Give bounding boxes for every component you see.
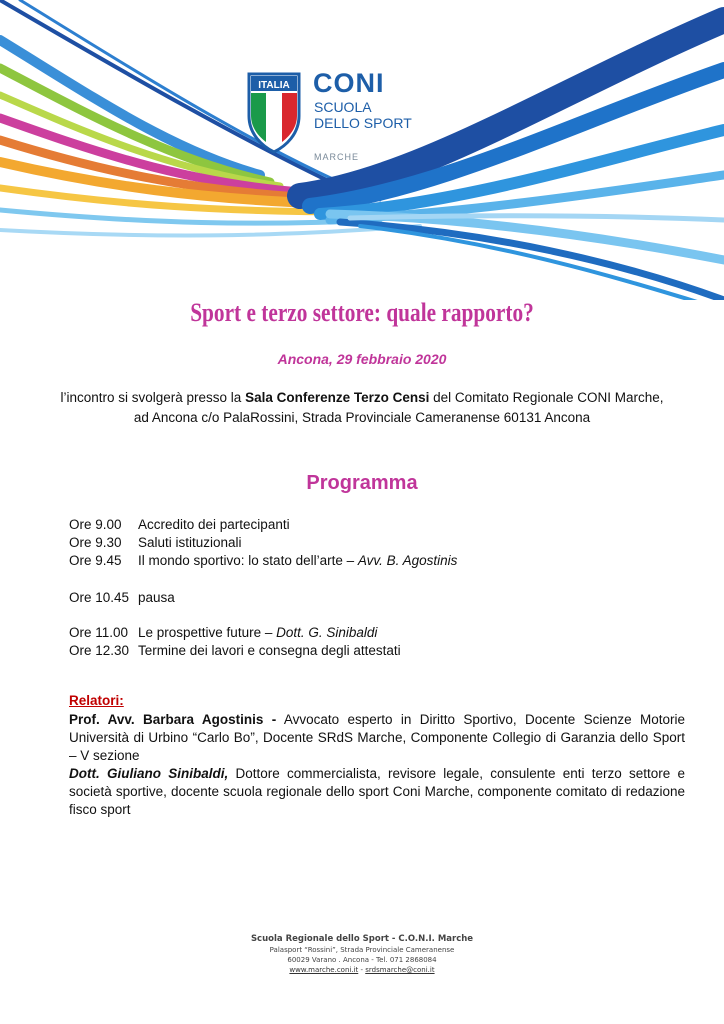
speaker-description: Dottore commercialista, revisore legale, consulente enti terzo settore e società sportive, docente scuola regionale dello sport Coni Marche, componente comitato di redazione fisco sport: [69, 766, 686, 817]
brand-subtitle-line-2: DELLO SPORT: [314, 115, 412, 131]
speaker-bio: [69, 765, 685, 819]
footer-email-link[interactable]: srdsmarche@coni.it: [365, 966, 435, 974]
schedule-time: Ore 11.00: [69, 625, 129, 640]
schedule-item: [69, 534, 242, 552]
footer-contacts: [200, 965, 524, 975]
footer-org: Scuola Regionale dello Sport - C.O.N.I. Marche: [250, 934, 474, 944]
intro-line-2: ad Ancona c/o PalaRossini, Strada Provinciale Cameranense 60131 Ancona: [133, 410, 591, 425]
swoosh-band: [360, 226, 724, 300]
schedule-time: Ore 10.45: [69, 590, 130, 605]
swoosh-band: [330, 214, 724, 260]
speaker-description: Avvocato esperto in Diritto Sportivo, Docente Scienze Motorie Università di Urbino “Carlo Bo”, Docente SRdS Marche, Componente Collegio di Garanzia dello Sport – V sezione: [69, 712, 685, 763]
footer-separator: -: [358, 966, 366, 974]
event-intro: [40, 388, 684, 428]
event-date: Ancona, 29 febbraio 2020: [277, 351, 447, 367]
speaker-bio: [69, 711, 685, 765]
schedule-item: [69, 589, 175, 607]
schedule-time: Ore 9.30: [69, 535, 122, 550]
schedule-text: Le prospettive future –: [138, 625, 277, 640]
footer-phone: 60029 Varano . Ancona - Tel. 071 2868084: [287, 956, 437, 964]
schedule-speaker: Avv. B. Agostinis: [357, 553, 458, 568]
schedule-item: [69, 624, 377, 642]
schedule-text: Termine dei lavori e consegna degli attestati: [138, 643, 401, 658]
brand-subtitle: [314, 99, 434, 131]
schedule-text: pausa: [138, 590, 175, 605]
footer-website-link[interactable]: www.marche.coni.it: [289, 966, 359, 974]
schedule-time: Ore 12.30: [69, 643, 130, 658]
schedule-text: Il mondo sportivo: lo stato dell’arte –: [138, 553, 358, 568]
schedule-time: Ore 9.45: [69, 553, 122, 568]
footer-address: Palasport “Rossini”, Strada Provinciale Cameranense: [269, 946, 455, 954]
speaker-name: Prof. Avv. Barbara Agostinis -: [69, 712, 277, 727]
schedule-item: [69, 642, 401, 660]
event-title: Sport e terzo settore: quale rapporto?: [190, 298, 534, 327]
intro-venue: Sala Conferenze Terzo Censi: [245, 390, 430, 405]
footer: [200, 934, 524, 975]
brand-name: CONI: [313, 68, 385, 98]
schedule-speaker: Dott. G. Sinibaldi: [276, 625, 378, 640]
speaker-name: Dott. Giuliano Sinibaldi,: [69, 766, 229, 781]
coni-shield-logo: [246, 72, 302, 154]
schedule-text: Saluti istituzionali: [138, 535, 242, 550]
intro-text-pre: l’incontro si svolgerà presso la: [60, 390, 246, 405]
schedule-text: Accredito dei partecipanti: [138, 517, 290, 532]
brand-region: MARCHE: [314, 152, 360, 162]
relatori-heading: Relatori:: [69, 693, 124, 708]
schedule-item: [69, 516, 290, 534]
shield-label: ITALIA: [258, 80, 290, 91]
schedule-time: Ore 9.00: [69, 517, 122, 532]
brand-subtitle-line-1: SCUOLA: [314, 99, 372, 115]
intro-text-post: del Comitato Regionale CONI Marche,: [429, 390, 664, 405]
swoosh-band: [0, 226, 420, 236]
programma-heading: Programma: [306, 472, 418, 494]
schedule-item: [69, 552, 457, 570]
header-swoosh-banner: [0, 0, 724, 300]
